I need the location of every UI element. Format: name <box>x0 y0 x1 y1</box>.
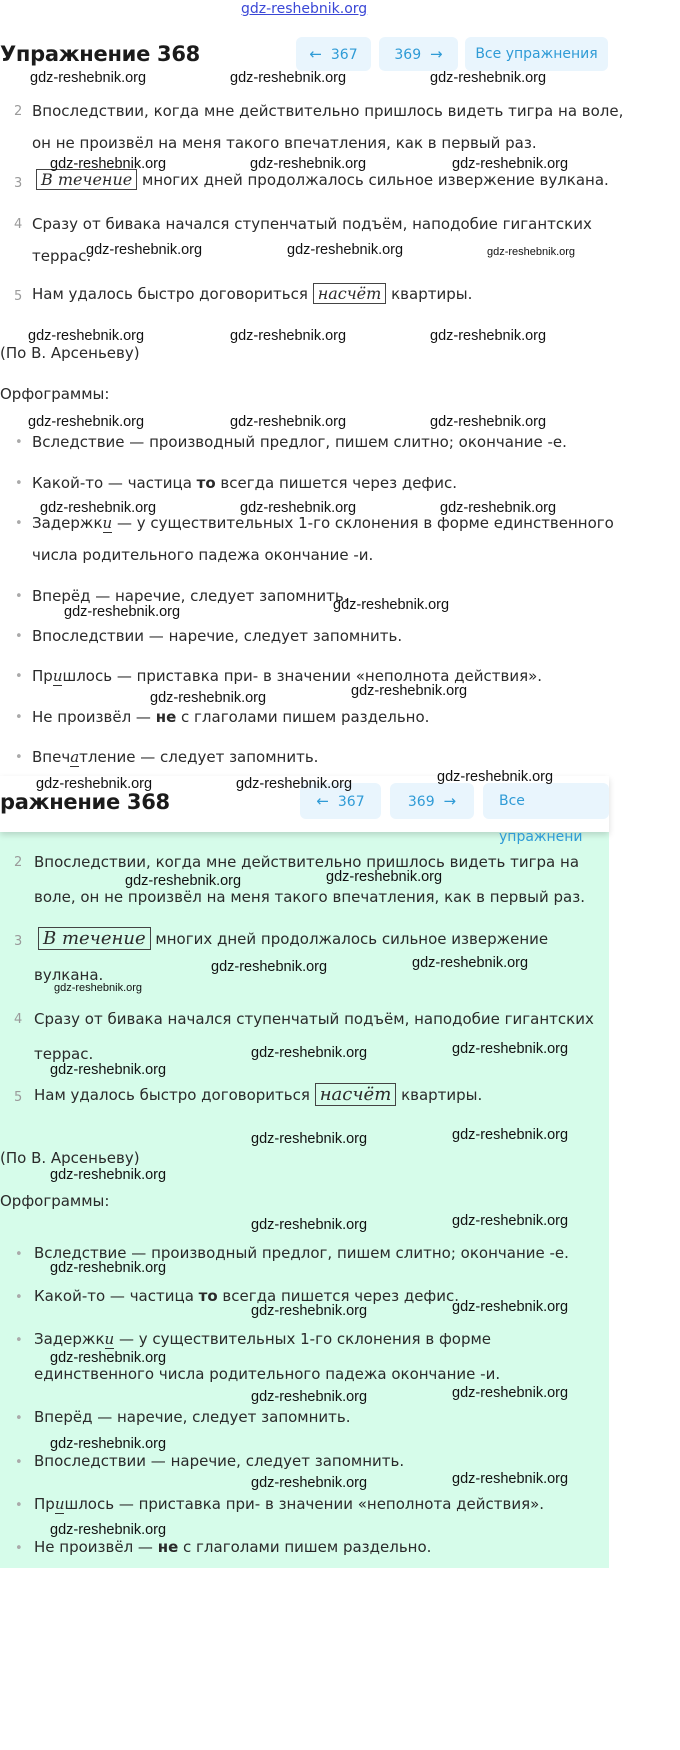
site-link[interactable]: gdz-reshebnik.org <box>241 1 368 17</box>
boxed-word: В течение <box>36 169 137 190</box>
watermark: gdz-reshebnik.org <box>28 328 145 344</box>
watermark: gdz-reshebnik.org <box>250 156 367 172</box>
item-number: 2 <box>14 855 23 870</box>
orthogram-item: Впоследствии — наречие, следует запомнить. <box>32 627 403 645</box>
item-number: 5 <box>14 1090 23 1105</box>
watermark: gdz-reshebnik.org <box>437 769 554 785</box>
watermark: gdz-reshebnik.org <box>452 1299 569 1315</box>
next-exercise-button[interactable]: 369 → <box>379 37 458 71</box>
arrow-right-icon: → <box>443 792 457 810</box>
bullet: • <box>15 750 23 765</box>
orthogram-item: Вследствие — производный предлог, пишем слитно; окончание -е. <box>34 1244 569 1262</box>
bullet: • <box>15 1541 23 1556</box>
bullet: • <box>15 669 23 684</box>
watermark: gdz-reshebnik.org <box>326 869 443 885</box>
bullet: • <box>15 1455 23 1470</box>
item-text: Нам удалось быстро договориться насчёт квартиры. <box>32 284 473 303</box>
bullet: • <box>15 476 23 491</box>
watermark: gdz-reshebnik.org <box>251 1303 368 1319</box>
watermark: gdz-reshebnik.org <box>452 1385 569 1401</box>
watermark: gdz-reshebnik.org <box>487 246 576 258</box>
watermark: gdz-reshebnik.org <box>50 1436 167 1452</box>
orthogram-item: Вследствие — производный предлог, пишем слитно; окончание -е. <box>32 433 567 451</box>
item-number: 3 <box>14 176 23 191</box>
watermark: gdz-reshebnik.org <box>430 414 547 430</box>
page-title: Упражнение 368 <box>0 42 200 66</box>
watermark: gdz-reshebnik.org <box>64 604 181 620</box>
bullet: • <box>15 1411 23 1426</box>
bullet: • <box>15 1247 23 1262</box>
watermark: gdz-reshebnik.org <box>287 242 404 258</box>
arrow-left-icon: ← <box>316 792 329 810</box>
author-credit: (По В. Арсеньеву) <box>0 344 140 362</box>
arrow-left-icon: ← <box>309 45 322 63</box>
watermark: gdz-reshebnik.org <box>452 1471 569 1487</box>
orthogram-item: Не произвёл — не с глаголами пишем раздельно. <box>34 1538 432 1556</box>
item-text: Впоследствии, когда мне действительно пришлось видеть тигра на <box>34 853 580 871</box>
orthogram-item: Задержки — у существительных 1-го склонения в форме единственного <box>32 514 614 532</box>
all-exercises-button[interactable]: Все упражнени <box>483 783 609 819</box>
orthogram-item: Задержки — у существительных 1-го склонения в форме <box>34 1330 492 1348</box>
item-text: вулкана. <box>34 966 104 984</box>
watermark: gdz-reshebnik.org <box>251 1217 368 1233</box>
page-title-zoomed: ражнение 368 <box>0 790 170 814</box>
orthogram-item: Какой-то — частица то всегда пишется через дефис. <box>32 474 458 492</box>
watermark: gdz-reshebnik.org <box>50 1260 167 1276</box>
watermark: gdz-reshebnik.org <box>251 1475 368 1491</box>
watermark: gdz-reshebnik.org <box>40 500 157 516</box>
boxed-word: В течение <box>38 927 151 950</box>
watermark: gdz-reshebnik.org <box>452 1127 569 1143</box>
orthograms-heading: Орфограммы: <box>0 1192 110 1210</box>
item-text: террас. <box>34 1045 94 1063</box>
orthogram-item: Впоследствии — наречие, следует запомнить. <box>34 1452 405 1470</box>
item-text: Нам удалось быстро договориться насчёт квартиры. <box>34 1084 483 1105</box>
bullet: • <box>15 589 23 604</box>
bullet: • <box>15 435 23 450</box>
arrow-right-icon: → <box>430 45 443 63</box>
item-number: 5 <box>14 289 23 304</box>
item-number: 4 <box>14 1012 23 1027</box>
next-exercise-button[interactable]: 369 → <box>390 783 474 819</box>
watermark: gdz-reshebnik.org <box>251 1131 368 1147</box>
watermark: gdz-reshebnik.org <box>36 776 153 792</box>
watermark: gdz-reshebnik.org <box>50 1522 167 1538</box>
item-text: воле, он не произвёл на меня такого впечатления, как в первый раз. <box>34 888 585 906</box>
orthogram-item: Не произвёл — не с глаголами пишем раздельно. <box>32 708 430 726</box>
orthogram-item: Пришлось — приставка при- в значении «неполнота действия». <box>34 1495 545 1513</box>
item-text: В течение многих дней продолжалось сильное извержение <box>38 928 548 949</box>
boxed-word: насчёт <box>313 283 387 304</box>
watermark: gdz-reshebnik.org <box>230 70 347 86</box>
prev-exercise-button[interactable]: ← 367 <box>300 783 381 819</box>
watermark: gdz-reshebnik.org <box>211 959 328 975</box>
orthogram-item: числа родительного падежа окончание -и. <box>32 546 374 564</box>
item-text: Сразу от бивака начался ступенчатый подъём, наподобие гигантских <box>32 215 592 233</box>
orthogram-item: Вперёд — наречие, следует запомнить. <box>34 1408 351 1426</box>
watermark: gdz-reshebnik.org <box>230 328 347 344</box>
watermark: gdz-reshebnik.org <box>452 1213 569 1229</box>
author-credit: (По В. Арсеньеву) <box>0 1149 140 1167</box>
orthograms-heading: Орфограммы: <box>0 385 110 403</box>
item-text: Сразу от бивака начался ступенчатый подъём, наподобие гигантских <box>34 1010 594 1028</box>
item-text: В течение многих дней продолжалось сильное извержение вулкана. <box>36 170 609 189</box>
prev-exercise-button[interactable]: ← 367 <box>296 37 371 71</box>
item-number: 2 <box>14 104 23 119</box>
watermark: gdz-reshebnik.org <box>240 500 357 516</box>
orthogram-item: Вперёд — наречие, следует запомнить. <box>32 587 349 605</box>
watermark: gdz-reshebnik.org <box>50 1167 167 1183</box>
watermark: gdz-reshebnik.org <box>452 156 569 172</box>
orthogram-item: Пришлось — приставка при- в значении «неполнота действия». <box>32 667 543 685</box>
boxed-word: насчёт <box>315 1083 397 1106</box>
watermark: gdz-reshebnik.org <box>251 1045 368 1061</box>
bullet: • <box>15 710 23 725</box>
watermark: gdz-reshebnik.org <box>54 982 143 994</box>
watermark: gdz-reshebnik.org <box>28 414 145 430</box>
bullet: • <box>15 1290 23 1305</box>
item-text: он не произвёл на меня такого впечатления, как в первый раз. <box>32 134 537 152</box>
watermark: gdz-reshebnik.org <box>236 776 353 792</box>
watermark: gdz-reshebnik.org <box>86 242 203 258</box>
watermark: gdz-reshebnik.org <box>50 1350 167 1366</box>
item-number: 3 <box>14 934 23 949</box>
watermark: gdz-reshebnik.org <box>230 414 347 430</box>
watermark: gdz-reshebnik.org <box>351 683 468 699</box>
watermark: gdz-reshebnik.org <box>430 70 547 86</box>
watermark: gdz-reshebnik.org <box>333 597 450 613</box>
watermark: gdz-reshebnik.org <box>50 156 167 172</box>
watermark: gdz-reshebnik.org <box>430 328 547 344</box>
bullet: • <box>15 1333 23 1348</box>
bullet: • <box>15 516 23 531</box>
orthogram-item: Какой-то — частица то всегда пишется через дефис. <box>34 1287 460 1305</box>
item-text: террас. <box>32 247 92 265</box>
watermark: gdz-reshebnik.org <box>412 955 529 971</box>
watermark: gdz-reshebnik.org <box>440 500 557 516</box>
all-exercises-button[interactable]: Все упражнения <box>465 37 608 71</box>
item-text: Впоследствии, когда мне действительно пришлось видеть тигра на воле, <box>32 102 624 120</box>
watermark: gdz-reshebnik.org <box>251 1389 368 1405</box>
orthogram-item: единственного числа родительного падежа окончание -и. <box>34 1365 501 1383</box>
bullet: • <box>15 629 23 644</box>
watermark: gdz-reshebnik.org <box>30 70 147 86</box>
watermark: gdz-reshebnik.org <box>452 1041 569 1057</box>
watermark: gdz-reshebnik.org <box>125 873 242 889</box>
item-number: 4 <box>14 217 23 232</box>
watermark: gdz-reshebnik.org <box>150 690 267 706</box>
watermark: gdz-reshebnik.org <box>50 1062 167 1078</box>
orthogram-item: Впечатление — следует запомнить. <box>32 748 319 766</box>
bullet: • <box>15 1498 23 1513</box>
